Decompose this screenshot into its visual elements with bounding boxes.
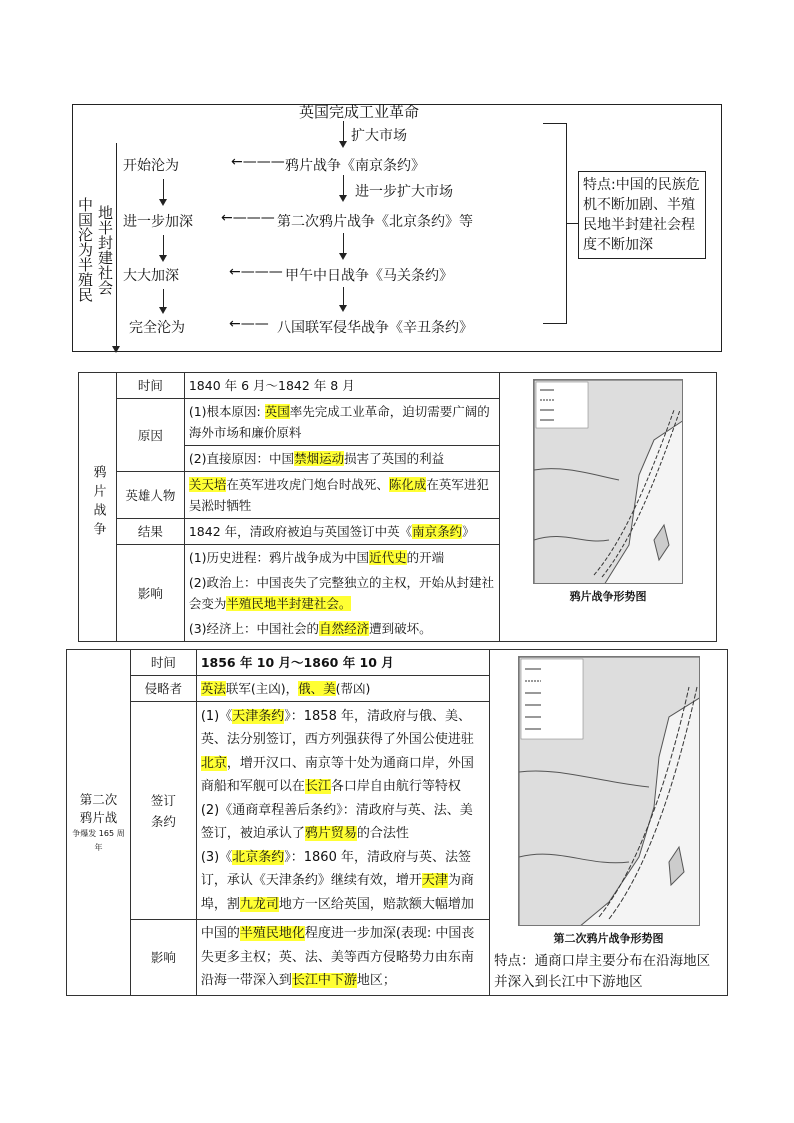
- flow-expand-2: 进一步扩大市场: [355, 184, 453, 200]
- flowchart-box: [72, 104, 722, 352]
- arrow-left-2: ←———: [221, 210, 275, 226]
- impact-label: 影响: [116, 545, 184, 642]
- flow-left-2: 进一步加深: [123, 214, 193, 230]
- hero-value: 关天培在英军进攻虎门炮台时战死、陈化成在英军进犯吴淞时牺牲: [184, 472, 499, 519]
- opium-map-caption: 鸦片战争形势图: [569, 590, 647, 603]
- opium-map-cell: [500, 373, 717, 642]
- treaty-tianjin: (1)《天津条约》：1858 年，清政府与俄、美、英、法分别签订，西方列强获得了外国公使进驻北京，增开汉口、南京等十处为通商口岸，外国商船和军舰可以在长江各口岸自由航行等特权: [200, 708, 474, 795]
- aggressor-value: 英法联军(主凶)，俄、美(帮凶): [196, 676, 489, 702]
- second-time-value: 1856 年 10 月～1860 年 10 月: [196, 650, 489, 676]
- treaty-beijing: (3)《北京条约》：1860 年，清政府与英、法签订，承认《天津条约》继续有效，增开天津为商埠，割九龙司地方一区给英国，赔款额大幅增加: [200, 849, 474, 912]
- second-opium-war-table: [66, 649, 728, 996]
- flow-left-4: 完全沦为: [129, 320, 185, 336]
- time-value: 1840 年 6 月～1842 年 8 月: [184, 373, 499, 399]
- cause-label: 原因: [116, 399, 184, 472]
- treaty-value: [196, 702, 489, 920]
- impact-2: (2)政治上：中国丧失了完整独立的主权，开始从封建社会变为半殖民地半封建社会。: [184, 570, 499, 616]
- opium-war-map: [533, 379, 683, 584]
- vertical-label-2: 地半封建社会: [96, 205, 114, 295]
- treaty-label: 签订条约: [130, 702, 196, 920]
- flow-top: 英国完成工业革命: [299, 103, 420, 121]
- second-impact-value: 中国的半殖民地化程度进一步加深(表现: 中国丧失更多主权；英、法、美等西方侵略势力由东南沿海一带深入到长江中下游地区；: [196, 920, 489, 996]
- second-title: 第二次鸦片战 争爆发 165 周年: [67, 650, 131, 996]
- result-value: 1842 年，清政府被迫与英国签订中英《南京条约》: [184, 519, 499, 545]
- arrow-left-4: ←——: [229, 316, 269, 332]
- flow-war-4: 八国联军侵华战争《辛丑条约》: [277, 320, 473, 336]
- aggressor-label: 侵略者: [130, 676, 196, 702]
- flow-war-3: 甲午中日战争《马关条约》: [285, 268, 453, 284]
- arrow-left-1: ←———: [231, 154, 285, 170]
- impact-3: (3)经济上：中国社会的自然经济遭到破坏。: [184, 616, 499, 642]
- flow-left-3: 大大加深: [123, 268, 179, 284]
- arrow-left-3: ←———: [229, 264, 283, 280]
- cause-direct: (2)直接原因：中国禁烟运动损害了英国的利益: [184, 446, 499, 472]
- vertical-label-1: 中国沦为半殖民: [76, 197, 94, 302]
- second-impact-label: 影响: [130, 920, 196, 996]
- flow-expand-1: 扩大市场: [351, 128, 407, 144]
- opium-war-table: [78, 372, 717, 642]
- cause-root: (1)根本原因: 英国率先完成工业革命，迫切需要广阔的海外市场和廉价原料: [184, 399, 499, 446]
- flow-left-1: 开始沦为: [123, 158, 179, 174]
- opium-title: 鸦片战争: [79, 373, 117, 642]
- treaty-commerce: (2)《通商章程善后条约》：清政府与英、法、美签订，被迫承认了鸦片贸易的合法性: [200, 802, 473, 842]
- flow-war-2: 第二次鸦片战争《北京条约》等: [277, 214, 473, 230]
- second-map-cell: [490, 650, 728, 996]
- second-time-label: 时间: [130, 650, 196, 676]
- hero-label: 英雄人物: [116, 472, 184, 519]
- second-feature: 特点：通商口岸主要分布在沿海地区并深入到长江中下游地区: [494, 953, 711, 990]
- time-label: 时间: [116, 373, 184, 399]
- flow-war-1: 鸦片战争《南京条约》: [285, 158, 425, 174]
- second-map-caption: 第二次鸦片战争形势图: [553, 932, 664, 945]
- result-label: 结果: [116, 519, 184, 545]
- impact-1: (1)历史进程：鸦片战争成为中国近代史的开端: [184, 545, 499, 571]
- feature-box: 特点:中国的民族危机不断加剧、半殖民地半封建社会程度不断加深: [578, 171, 706, 259]
- second-opium-war-map: [518, 656, 700, 926]
